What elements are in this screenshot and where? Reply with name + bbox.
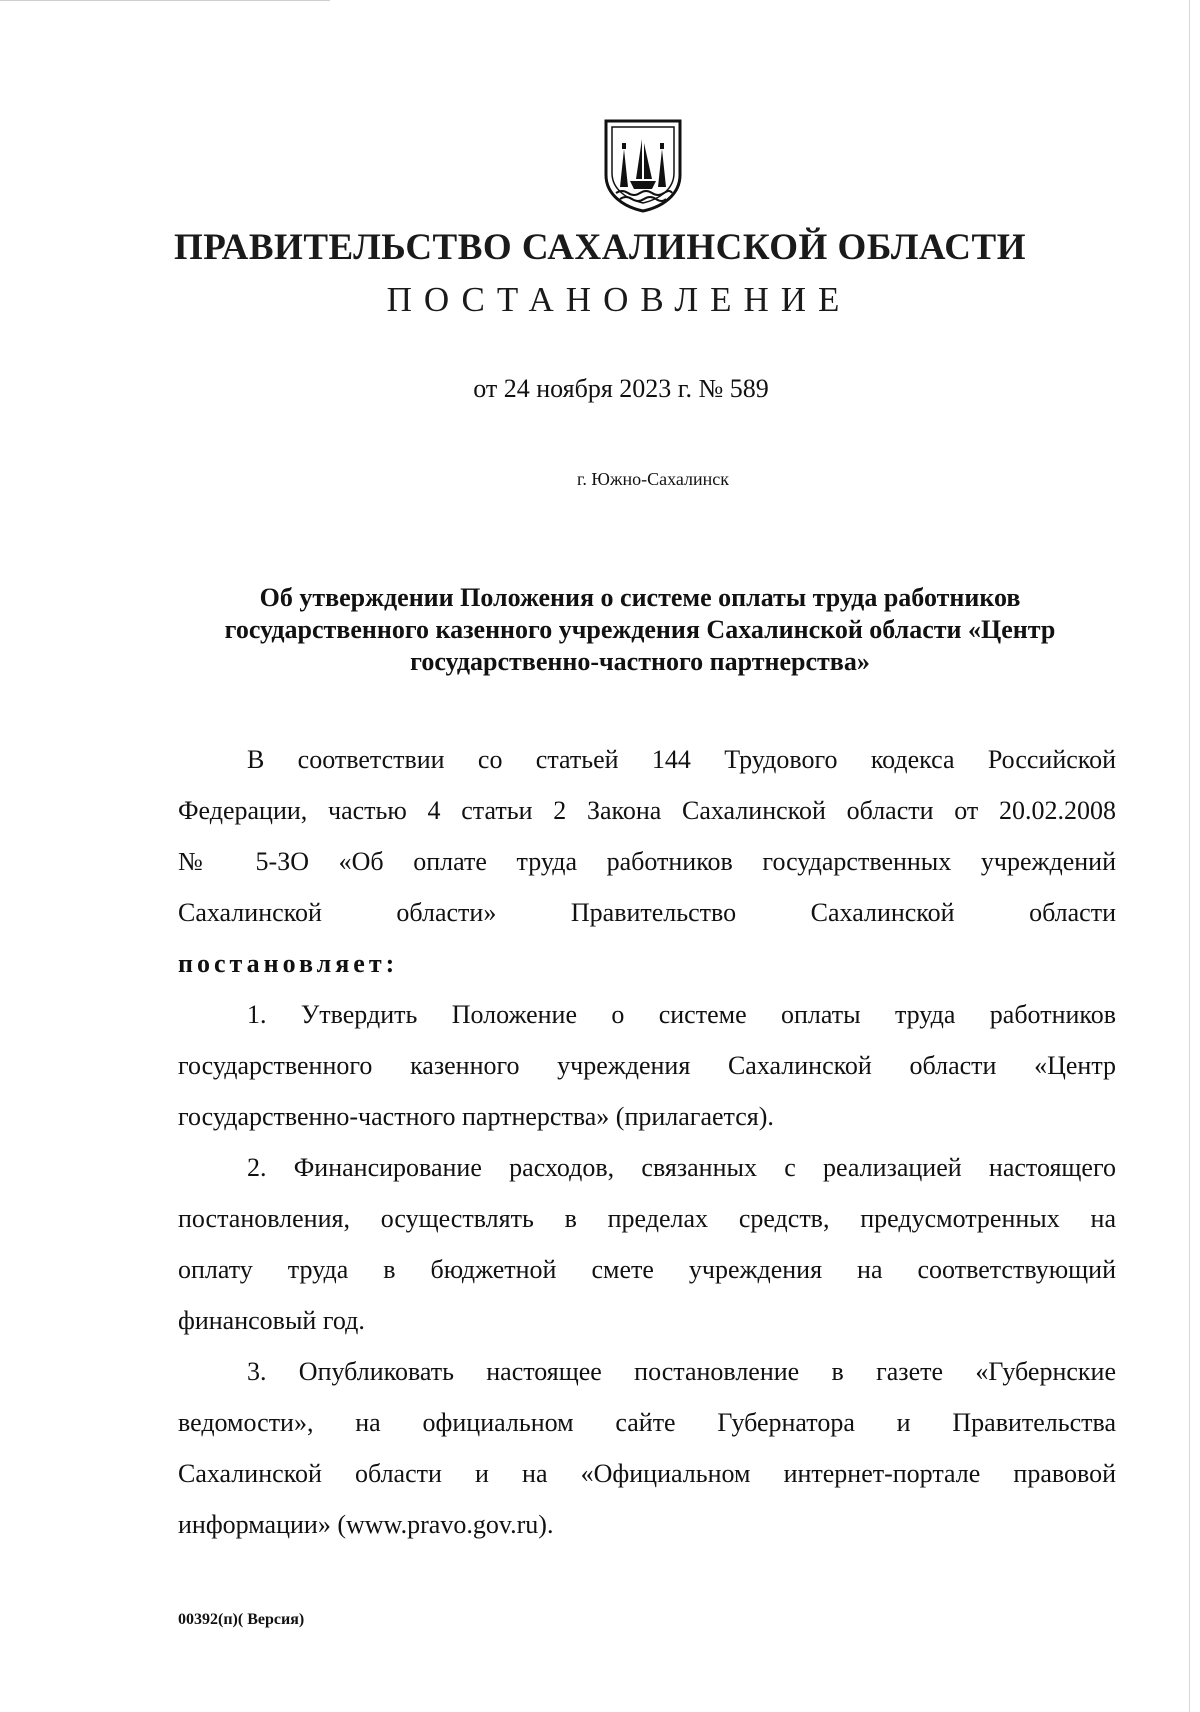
body-line: финансовый год. bbox=[178, 1306, 365, 1335]
document-city: г. Южно-Сахалинск bbox=[576, 469, 730, 489]
sakhalin-coat-of-arms-icon bbox=[600, 117, 686, 213]
body-line: Сахалинской области» Правительство Сахалинской области bbox=[178, 898, 1116, 927]
subject-line: Об утверждении Положения о системе оплаты труда работников bbox=[259, 583, 1021, 612]
body-line-resolves: постановляет: bbox=[178, 949, 399, 978]
document-body bbox=[178, 734, 1116, 1550]
body-line: постановления, осуществлять в пределах средств, предусмотренных на bbox=[178, 1204, 1116, 1233]
body-line: оплату труда в бюджетной смете учреждения на соответствующий bbox=[178, 1255, 1116, 1284]
scan-edge-top bbox=[0, 0, 330, 1]
subject-line: государственно-частного партнерства» bbox=[410, 647, 870, 676]
document-date-number: от 24 ноября 2023 г. № 589 bbox=[473, 374, 769, 403]
document-subject bbox=[180, 582, 1100, 678]
body-line: ведомости», на официальном сайте Губернатора и Правительства bbox=[178, 1408, 1116, 1437]
body-line: Сахалинской области и на «Официальном интернет-портале правовой bbox=[178, 1459, 1116, 1488]
body-line: № 5-ЗО «Об оплате труда работников государственных учреждений bbox=[178, 847, 1116, 876]
body-line: государственного казенного учреждения Сахалинской области «Центр bbox=[178, 1051, 1116, 1080]
body-line: 1. Утвердить Положение о системе оплаты труда работников bbox=[247, 1000, 1116, 1029]
footer-version-code: 00392(п)( Версия) bbox=[178, 1611, 305, 1628]
body-line: 3. Опубликовать настоящее постановление в газете «Губернские bbox=[247, 1357, 1116, 1386]
body-line: В соответствии со статьей 144 Трудового кодекса Российской bbox=[247, 745, 1116, 774]
body-line: Федерации, частью 4 статьи 2 Закона Сахалинской области от 20.02.2008 bbox=[178, 796, 1116, 825]
body-line: государственно-частного партнерства» (прилагается). bbox=[178, 1102, 774, 1131]
document-type: ПОСТАНОВЛЕНИЕ bbox=[386, 280, 852, 319]
subject-line: государственного казенного учреждения Сахалинской области «Центр bbox=[224, 615, 1056, 644]
body-line: информации» (www.pravo.gov.ru). bbox=[178, 1510, 554, 1539]
body-line: 2. Финансирование расходов, связанных с реализацией настоящего bbox=[247, 1153, 1116, 1182]
organization-title: ПРАВИТЕЛЬСТВО САХАЛИНСКОЙ ОБЛАСТИ bbox=[174, 227, 1026, 268]
